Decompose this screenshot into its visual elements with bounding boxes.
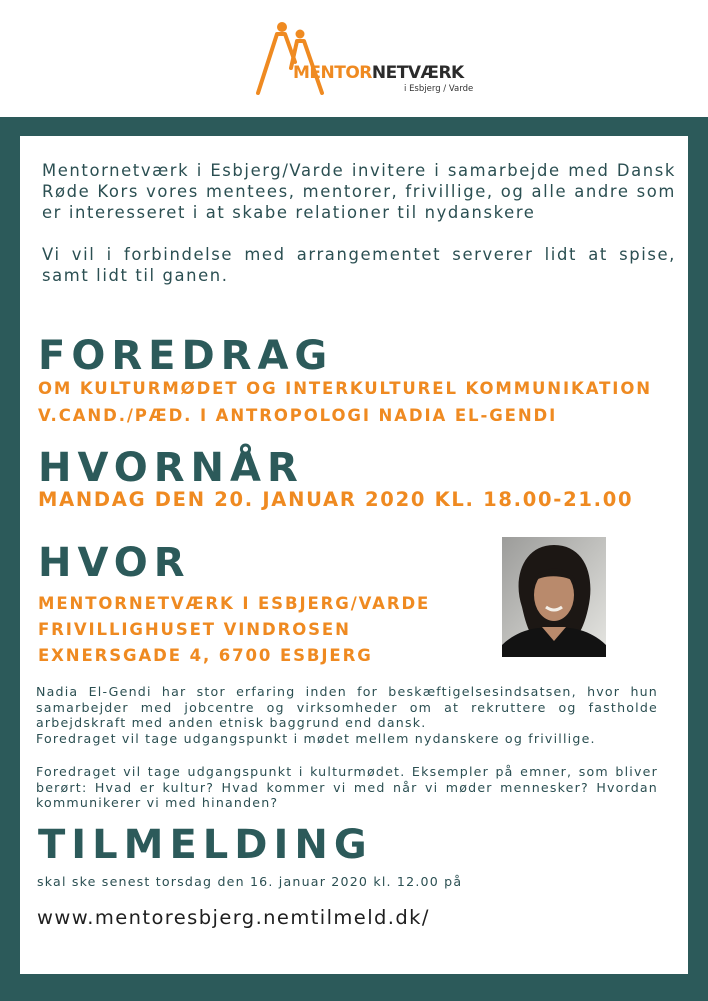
mentor-figures-icon [255, 20, 330, 95]
speaker-description [36, 684, 658, 746]
venue-name: MENTORNETVÆRK I ESBJERG/VARDE [38, 594, 431, 613]
topic-description [36, 764, 658, 811]
foredrag-topic: OM KULTURMØDET OG INTERKULTUREL KOMMUNIKATION [38, 379, 652, 398]
logo-word-netvaerk: NETVÆRK [371, 63, 464, 83]
description-paragraph-2: Foredraget vil tage udgangspunkt i mødet mellem nydanskere og frivillige. [36, 730, 596, 746]
intro-paragraph-2: Vi vil i forbindelse med arrangementet serverer lidt at spise, samt lidt til ganen. [42, 245, 676, 285]
registration-link[interactable]: www.mentoresbjerg.nemtilmeld.dk/ [37, 906, 430, 929]
venue-address: EXNERSGADE 4, 6700 ESBJERG [38, 646, 373, 665]
logo-word-mentor: MENTOR [293, 63, 372, 83]
tilmelding-heading: TILMELDING [38, 822, 373, 868]
foredrag-heading: FOREDRAG [38, 333, 334, 379]
speaker-photo [502, 537, 606, 657]
event-date: MANDAG DEN 20. JANUAR 2020 KL. 18.00-21.00 [38, 488, 634, 511]
logo-wordmark [293, 63, 464, 83]
intro-paragraph-1: Mentornetværk i Esbjerg/Varde invitere i samarbejde med Dansk Røde Kors vores mentees, mentorer, frivillige, og alle andre som er interesseret i at skabe relationer til nydanskere [42, 161, 676, 222]
hvornaar-heading: HVORNÅR [38, 445, 304, 491]
venue-building: FRIVILLIGHUSET VINDROSEN [38, 620, 351, 639]
intro-text [42, 160, 676, 286]
logo [255, 20, 475, 100]
description-paragraph-1: Nadia El-Gendi har stor erfaring inden for beskæftigelsesindsatsen, hvor hun samarbejder med jobcentre og virksomheder om at rekruttere og fastholde arbejdskraft med anden etnisk baggrund end dansk. [36, 684, 658, 731]
registration-note: skal ske senest torsdag den 16. januar 2020 kl. 12.00 på [37, 874, 463, 889]
foredrag-speaker: V.CAND./PÆD. I ANTROPOLOGI NADIA EL-GENDI [38, 406, 558, 425]
description-paragraph-3: Foredraget vil tage udgangspunkt i kulturmødet. Eksempler på emner, som bliver berørt: Hvad er kultur? Hvad kommer vi med når vi møder mennesker? Hvordan kommunikerer vi med hinanden? [36, 764, 658, 811]
hvor-heading: HVOR [38, 540, 191, 586]
logo-subtitle: i Esbjerg / Varde [404, 84, 474, 94]
